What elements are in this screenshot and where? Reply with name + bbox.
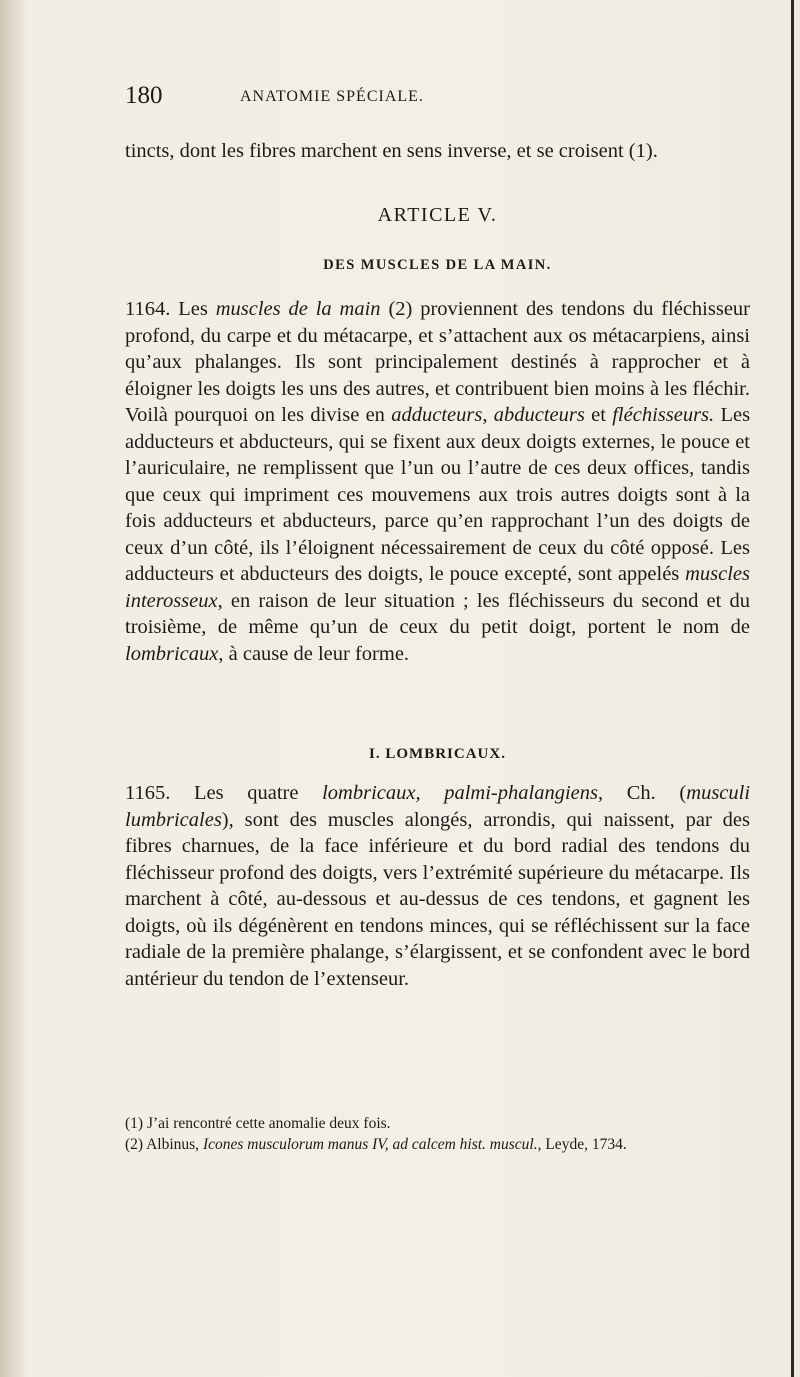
- footnote-italic: Icones musculorum manus IV, ad calcem hist. muscul.: [202, 1136, 538, 1153]
- footnotes: [125, 1113, 750, 1155]
- page-edge-rule: [791, 0, 794, 1377]
- italic-term: muscles interosseux: [125, 563, 751, 612]
- italic-term: musculi lumbricales: [125, 782, 751, 831]
- paragraph-text: , à cause de leur forme.: [218, 642, 410, 665]
- page-gutter-shadow: [0, 0, 26, 1377]
- italic-term: lombricaux, palmi-phalangiens,: [322, 782, 604, 804]
- paragraph-text: Les adducteurs et abducteurs, qui se fixent aux deux doigts externes, le pouce et l’auriculaire, ne remplissent que l’un ou l’autre de ces deux offices, tandis que ceux qui impriment ces mouvemens aux trois autres doigts sont à la fois adducteurs et abducteurs, parce qu’en rapprochant l’un des doigts de ceux d’un côté, ils l’éloignent nécessairement de ceux du côté opposé. Les adducteurs et abducteurs des doigts, le pouce excepté, sont appelés: [125, 404, 751, 585]
- italic-term: fléchisseurs.: [612, 404, 715, 426]
- page-header: [125, 82, 725, 122]
- paragraph-lead: Les: [178, 298, 208, 320]
- italic-term: lombricaux: [125, 642, 219, 665]
- footnote-lead: (2) Albinus,: [125, 1136, 200, 1153]
- article-title: ARTICLE V.: [377, 204, 498, 226]
- italic-term: muscles de la main: [215, 298, 381, 320]
- continuation-paragraph: tincts, dont les fibres marchent en sens inverse, et se croisent (1).: [125, 140, 658, 162]
- running-head: ANATOMIE SPÉCIALE.: [240, 88, 424, 105]
- paragraph-lead: Les quatre: [194, 782, 299, 804]
- paragraph-text: , en raison de leur situation ; les fléchisseurs du second et du troisième, de même qu’un de ceux du petit doigt, portent le nom de: [125, 589, 750, 638]
- paragraph-text: Ch. (: [626, 782, 687, 804]
- paragraph-text: et: [591, 404, 606, 426]
- footnote-tail: , Leyde, 1734.: [537, 1136, 627, 1153]
- paragraph-number: 1164.: [125, 298, 171, 320]
- paragraph-text: (2) proviennent des tendons du fléchisseur profond, du carpe et du métacarpe, et s’attachent aux os métacarpiens, ainsi qu’aux phalanges. Ils sont principalement destinés à rapprocher et à éloigner les doigts les uns des autres, et contribuent bien moins à les fléchir. Voilà pourquoi on les divise en: [125, 298, 751, 426]
- footnote-2: [125, 1134, 750, 1155]
- page-number: 180: [125, 82, 163, 109]
- paragraph-text: ), sont des muscles alongés, arrondis, qui naissent, par des fibres charnues, de la face inférieure et du bord radial des tendons du fléchisseur profond des doigts, vers l’extrémité supérieure du métacarpe. Ils marchent à côté, au-dessous et au-dessus de ces tendons, et gagnent les doigts, où ils dégénèrent en tendons minces, qui se réfléchissent sur la face radiale de la première phalange, s’élargissent, et se confondent avec le bord antérieur du tendon de l’extenseur.: [125, 808, 750, 990]
- paragraph-1165: [125, 780, 750, 992]
- paragraph-1164: [125, 296, 750, 667]
- subsection-title: I. LOMBRICAUX.: [369, 746, 506, 762]
- paragraph-number: 1165.: [125, 782, 171, 804]
- footnote-1: (1) J’ai rencontré cette anomalie deux fois.: [125, 1115, 391, 1132]
- section-title: DES MUSCLES DE LA MAIN.: [323, 257, 552, 273]
- italic-term: adducteurs, abducteurs: [391, 404, 585, 426]
